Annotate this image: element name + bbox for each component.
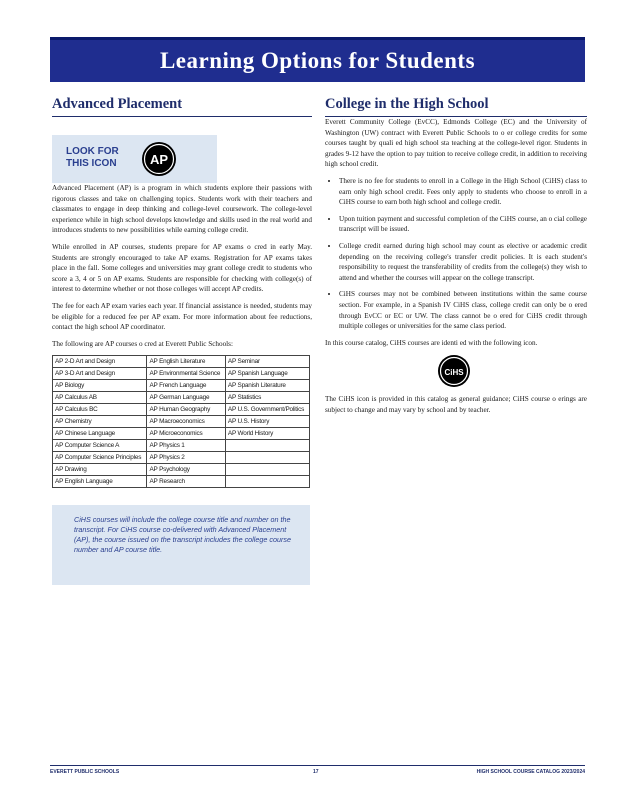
table-row: [53, 368, 310, 380]
ap-icon-label: AP: [149, 152, 169, 167]
table-cell: AP French Language: [147, 380, 225, 392]
table-cell: AP English Language: [53, 476, 147, 488]
look-for-icon-box: [52, 135, 217, 183]
banner-title: Learning Options for Students: [159, 48, 476, 73]
cihs-bullet: • CiHS courses may not be combined between institutions within the same course section. For example, in a Spanish IV CiHS class, college credit can only be o ered through EvCC or EC or UW. The class cannot be o ered for CiHS credit through multiple colleges or universities for the same class period.: [339, 289, 587, 331]
table-cell: AP Calculus AB: [53, 392, 147, 404]
ap-paragraph-1: Advanced Placement (AP) is a program in which students explore their passions with rigorous classes and take on challenging topics. Students work with their teachers and classmates to engage in deep thinking and college-level coursework. The college-level experience while in high school develops knowledge and skills used in the real world and introduces students to new possibilities while earning college credit.: [52, 184, 312, 235]
table-cell: AP World History: [225, 428, 309, 440]
footer-district: EVERETT PUBLIC SCHOOLS: [50, 769, 120, 775]
table-cell: AP Seminar: [225, 356, 309, 368]
table-cell: AP English Literature: [147, 356, 225, 368]
table-cell: AP German Language: [147, 392, 225, 404]
ap-courses-table: [52, 355, 310, 488]
table-row: [53, 380, 310, 392]
advanced-placement-section: [52, 96, 312, 585]
cihs-identify-text: In this course catalog, CiHS courses are identi ed with the following icon.: [325, 338, 538, 347]
table-cell: AP Statistics: [225, 392, 309, 404]
table-row: [53, 392, 310, 404]
cihs-icon-label: CiHS: [444, 368, 464, 378]
ap-section-title: Advanced Placement: [52, 96, 312, 117]
ap-icon: [141, 141, 177, 177]
table-cell: AP Spanish Literature: [225, 380, 309, 392]
table-row: [53, 416, 310, 428]
table-cell: AP Microeconomics: [147, 428, 225, 440]
cihs-note-box: [52, 505, 310, 585]
table-row: [53, 476, 310, 488]
table-cell: AP U.S. Government/Politics: [225, 404, 309, 416]
table-cell: AP Chinese Language: [53, 428, 147, 440]
college-in-high-school-section: [325, 96, 587, 421]
table-cell: AP Biology: [53, 380, 147, 392]
table-row: [53, 440, 310, 452]
table-cell: AP 2-D Art and Design: [53, 356, 147, 368]
ap-paragraph-4: The following are AP courses o cred at Everett Public Schools:: [52, 339, 233, 348]
table-row: [53, 428, 310, 440]
look-for-label: LOOK FOR THIS ICON: [66, 146, 119, 169]
table-cell: AP Macroeconomics: [147, 416, 225, 428]
table-row: [53, 464, 310, 476]
cihs-bullet: • Upon tuition payment and successful completion of the CiHS course, an o cial college transcript will be issued.: [339, 214, 587, 235]
page-banner: [50, 37, 585, 82]
cihs-note-text: CiHS courses will include the college course title and number on the transcript. For CiHS course co-delivered with Advanced Placement (AP), the course issued on the transcript includes the college course number and AP course title.: [74, 515, 291, 554]
page-footer: [50, 765, 585, 775]
table-cell: AP Environmental Science: [147, 368, 225, 380]
table-cell: AP Research: [147, 476, 225, 488]
table-cell: AP Chemistry: [53, 416, 147, 428]
table-cell: [225, 440, 309, 452]
cihs-intro: Everett Community College (EvCC), Edmonds College (EC) and the University of Washington (UW) contract with Everett Public Schools to o er college credits for some courses taught by quali ed high school sta teaching at the college-level rigor. Students in grades 9-12 have the option to pay tuition to receive college credit, in addition to receiving high school credit.: [325, 118, 587, 169]
table-cell: AP Physics 1: [147, 440, 225, 452]
table-cell: [225, 476, 309, 488]
table-cell: AP Computer Science A: [53, 440, 147, 452]
table-cell: AP U.S. History: [225, 416, 309, 428]
cihs-closing-text: The CiHS icon is provided in this catalog as general guidance; CiHS course o erings are subject to change and may vary by school and by teacher.: [325, 395, 587, 414]
footer-catalog: HIGH SCHOOL COURSE CATALOG 2023/2024: [476, 769, 585, 775]
ap-paragraph-2: While enrolled in AP courses, students prepare for AP exams o cred in early May. Students are strongly encouraged to take AP exams. Registration for AP exams takes place in the fall. Some colleges and universities may grant college credit to students who score a 3, 4 or 5 on AP exams. Students are responsible for checking with college(s) of interest to determine whether or not those colleges will accept AP credits.: [52, 242, 312, 294]
table-cell: AP Spanish Language: [225, 368, 309, 380]
table-cell: [225, 464, 309, 476]
ap-paragraph-3: The fee for each AP exam varies each year. If financial assistance is needed, students may be eligible for a reduced fee per AP exam. For more information about fee reductions, contact the high school AP coordinator.: [52, 301, 312, 332]
table-cell: AP Drawing: [53, 464, 147, 476]
table-row: [53, 356, 310, 368]
cihs-bullet: • College credit earned during high school may count as elective or academic credit depending on the receiving college's transfer credit policies. It is each student's responsibility to request the transferability of credits from the college(s) they wish to attend and whether the courses will appear on the college transcript.: [339, 241, 587, 283]
cihs-bullet-list: [325, 176, 587, 332]
table-row: [53, 404, 310, 416]
table-cell: AP Computer Science Principles: [53, 452, 147, 464]
table-cell: AP 3-D Art and Design: [53, 368, 147, 380]
table-row: [53, 452, 310, 464]
footer-page-number: 17: [313, 769, 319, 775]
table-cell: [225, 452, 309, 464]
table-cell: AP Calculus BC: [53, 404, 147, 416]
table-cell: AP Psychology: [147, 464, 225, 476]
cihs-bullet: • There is no fee for students to enroll in a College in the High School (CiHS) class to earn only high school credit. Fees only apply to students who choose to enroll in a CiHS course to earn both high school and college credit.: [339, 176, 587, 208]
cihs-icon: [437, 354, 471, 388]
table-cell: AP Human Geography: [147, 404, 225, 416]
cihs-section-title: College in the High School: [325, 96, 587, 117]
table-cell: AP Physics 2: [147, 452, 225, 464]
